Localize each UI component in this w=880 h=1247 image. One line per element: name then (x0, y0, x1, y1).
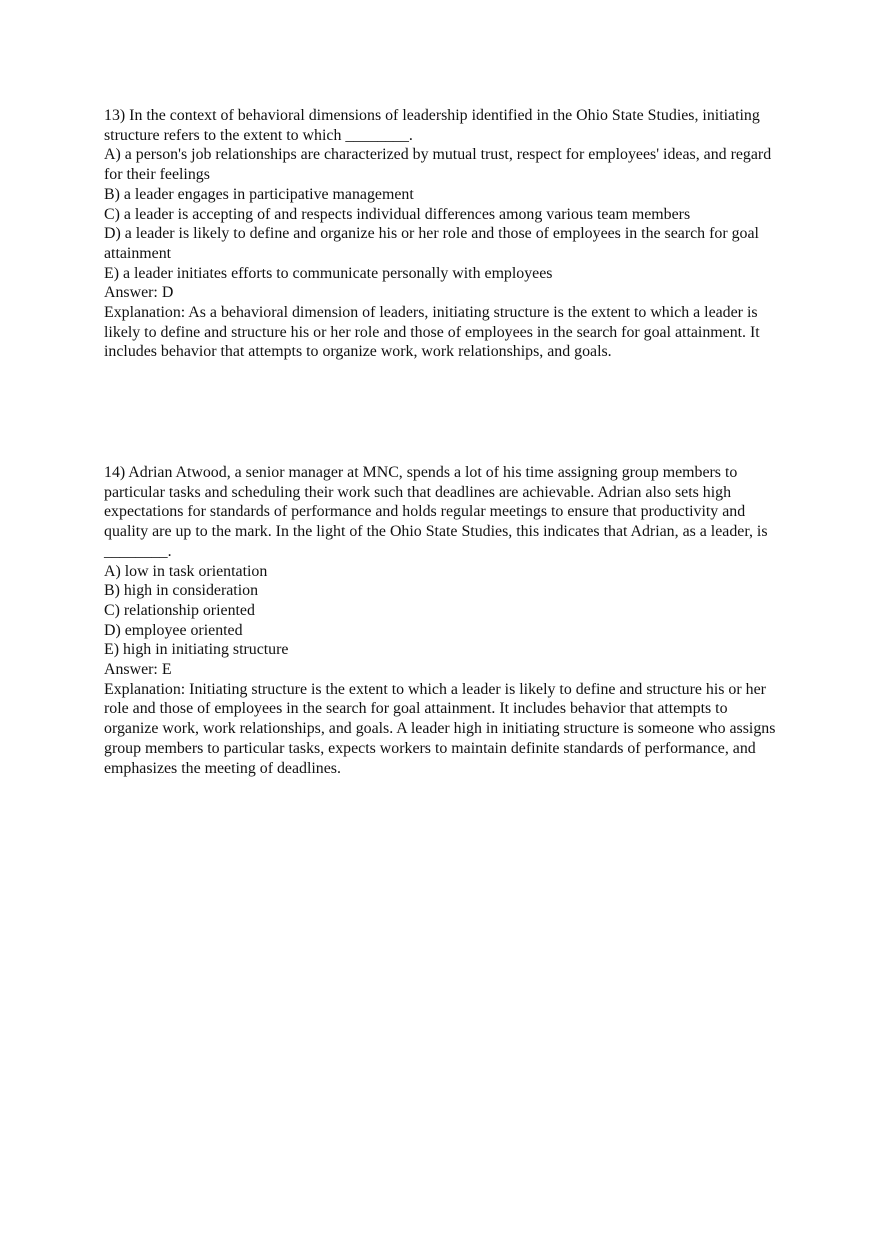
answer-choice-e: E) a leader initiates efforts to communicate personally with employees (104, 264, 553, 282)
answer-choice-c: C) a leader is accepting of and respects individual differences among various team members (104, 205, 691, 223)
answer-choice-b: B) a leader engages in participative management (104, 185, 414, 203)
question-stem: 13) In the context of behavioral dimensions of leadership identified in the Ohio State Studies, initiating structure refers to the extent to which ________. (104, 107, 760, 144)
question-stem: 14) Adrian Atwood, a senior manager at MNC, spends a lot of his time assigning group members to particular tasks and scheduling their work such that deadlines are achievable. Adrian also sets high expectations for standards of performance and holds regular meetings to ensure that productivity and quality are up to the mark. In the light of the Ohio State Studies, this indicates that Adrian, as a leader, is ________. (104, 464, 768, 560)
question-13 (104, 106, 784, 362)
answer-choice-a: A) a person's job relationships are characterized by mutual trust, respect for employees' ideas, and regard for their feelings (104, 146, 772, 184)
answer-choice-d: D) a leader is likely to define and organize his or her role and those of employees in the search for goal attainment (104, 225, 759, 262)
answer-choice-b: B) high in consideration (104, 582, 259, 600)
answer-key: Answer: D (104, 284, 174, 302)
answer-choice-d: D) employee oriented (104, 621, 243, 639)
answer-choice-a: A) low in task orientation (104, 562, 268, 580)
question-14 (104, 463, 784, 778)
answer-choice-e: E) high in initiating structure (104, 641, 289, 659)
answer-key: Answer: E (104, 661, 172, 679)
explanation: Explanation: Initiating structure is the extent to which a leader is likely to define and structure his or her role and those of employees in the search for goal attainment. It includes behavior that attempts to organize work, work relationships, and goals. A leader high in initiating structure is someone who assigns group members to particular tasks, expects workers to maintain definite standards of performance, and emphasizes the meeting of deadlines. (104, 680, 776, 777)
answer-choice-c: C) relationship oriented (104, 601, 255, 619)
explanation: Explanation: As a behavioral dimension of leaders, initiating structure is the extent to which a leader is likely to define and structure his or her role and those of employees in the search for goal attainment. It includes behavior that attempts to organize work, work relationships, and goals. (104, 304, 760, 361)
